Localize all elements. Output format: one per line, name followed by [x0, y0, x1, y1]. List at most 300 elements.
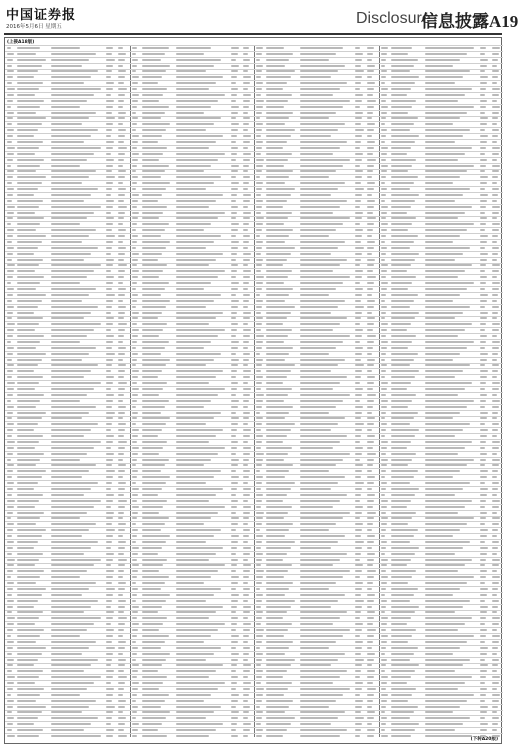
table-cell	[266, 370, 291, 372]
table-cell	[355, 670, 361, 672]
table-cell	[142, 588, 161, 590]
table-cell	[243, 470, 251, 472]
table-cell	[231, 706, 237, 708]
table-cell	[381, 253, 387, 255]
table-cell	[118, 129, 126, 131]
table-cell	[391, 653, 414, 655]
table-cell	[243, 176, 251, 178]
table-cell	[381, 459, 389, 461]
table-cell	[132, 270, 140, 272]
table-cell	[492, 176, 498, 178]
table-cell	[391, 417, 414, 419]
table-cell	[243, 535, 250, 537]
table-cell	[381, 711, 385, 713]
table-cell	[132, 417, 138, 419]
table-cell	[142, 270, 164, 272]
table-cell	[266, 500, 283, 502]
table-cell	[425, 212, 465, 214]
table-cell	[17, 723, 34, 725]
table-cell	[367, 500, 374, 502]
table-cell	[7, 512, 13, 514]
table-cell	[300, 706, 329, 708]
table-cell	[176, 588, 221, 590]
table-row	[5, 733, 503, 734]
table-cell	[391, 412, 418, 414]
table-row	[5, 416, 503, 417]
table-cell	[17, 588, 46, 590]
table-cell	[355, 447, 363, 449]
table-cell	[391, 288, 409, 290]
table-cell	[492, 429, 499, 431]
table-cell	[132, 576, 138, 578]
table-cell	[367, 206, 374, 208]
table-cell	[492, 317, 497, 319]
table-row	[5, 339, 503, 340]
table-cell	[256, 735, 262, 737]
table-cell	[17, 717, 38, 719]
table-cell	[256, 476, 263, 478]
table-cell	[243, 247, 248, 249]
table-cell	[425, 706, 461, 708]
table-cell	[300, 353, 329, 355]
table-cell	[391, 141, 416, 143]
table-cell	[106, 82, 114, 84]
table-row	[5, 421, 503, 422]
table-cell	[7, 288, 14, 290]
table-cell	[132, 223, 138, 225]
table-cell	[492, 694, 501, 696]
table-cell	[492, 123, 497, 125]
table-cell	[132, 641, 136, 643]
table-cell	[243, 553, 250, 555]
table-cell	[17, 335, 44, 337]
table-cell	[17, 347, 36, 349]
table-cell	[176, 229, 205, 231]
table-cell	[7, 312, 13, 314]
table-cell	[425, 129, 470, 131]
table-cell	[381, 76, 387, 78]
table-cell	[381, 182, 385, 184]
table-cell	[243, 317, 250, 319]
table-cell	[106, 94, 111, 96]
table-cell	[492, 600, 500, 602]
table-cell	[17, 476, 42, 478]
table-cell	[7, 617, 15, 619]
table-cell	[480, 447, 485, 449]
table-cell	[243, 165, 249, 167]
table-cell	[51, 382, 101, 384]
table-cell	[266, 200, 287, 202]
table-cell	[480, 641, 485, 643]
table-cell	[118, 82, 124, 84]
table-cell	[7, 241, 12, 243]
table-cell	[256, 400, 263, 402]
table-cell	[231, 729, 236, 731]
table-cell	[381, 341, 389, 343]
table-cell	[51, 523, 96, 525]
table-cell	[480, 535, 487, 537]
table-cell	[425, 611, 456, 613]
table-cell	[142, 711, 171, 713]
table-cell	[266, 353, 289, 355]
table-cell	[243, 694, 249, 696]
table-cell	[132, 676, 137, 678]
table-cell	[300, 547, 331, 549]
table-cell	[300, 688, 350, 690]
table-cell	[256, 435, 263, 437]
table-cell	[118, 170, 126, 172]
table-cell	[381, 400, 389, 402]
table-cell	[106, 564, 111, 566]
table-cell	[381, 417, 385, 419]
table-cell	[118, 241, 123, 243]
table-cell	[231, 517, 239, 519]
table-row	[5, 380, 503, 381]
table-cell	[51, 70, 98, 72]
table-cell	[391, 506, 408, 508]
table-cell	[480, 582, 485, 584]
table-cell	[176, 582, 205, 584]
table-cell	[51, 700, 96, 702]
table-cell	[118, 482, 126, 484]
table-row	[5, 404, 503, 405]
table-cell	[7, 306, 14, 308]
table-cell	[51, 482, 98, 484]
table-cell	[391, 129, 410, 131]
table-cell	[300, 476, 345, 478]
table-cell	[132, 112, 136, 114]
table-cell	[300, 282, 343, 284]
table-cell	[176, 482, 207, 484]
table-cell	[176, 470, 221, 472]
table-cell	[425, 435, 456, 437]
table-cell	[106, 606, 111, 608]
table-cell	[256, 506, 261, 508]
table-row	[5, 504, 503, 505]
table-cell	[355, 276, 362, 278]
table-cell	[132, 264, 137, 266]
table-cell	[381, 512, 386, 514]
table-cell	[266, 170, 293, 172]
table-cell	[51, 670, 84, 672]
table-cell	[243, 70, 248, 72]
table-cell	[367, 135, 372, 137]
table-cell	[51, 323, 101, 325]
table-cell	[231, 659, 238, 661]
table-cell	[391, 464, 409, 466]
table-cell	[480, 312, 489, 314]
table-row	[5, 592, 503, 593]
table-cell	[381, 53, 388, 55]
table-cell	[17, 270, 35, 272]
table-cell	[425, 447, 465, 449]
table-cell	[118, 276, 124, 278]
table-cell	[243, 435, 250, 437]
table-cell	[391, 606, 420, 608]
table-cell	[7, 447, 14, 449]
table-cell	[355, 729, 361, 731]
table-cell	[480, 611, 487, 613]
table-cell	[256, 559, 262, 561]
table-cell	[492, 217, 498, 219]
table-cell	[231, 217, 236, 219]
table-cell	[118, 223, 123, 225]
table-cell	[425, 476, 454, 478]
table-cell	[7, 206, 15, 208]
table-cell	[256, 494, 263, 496]
table-cell	[367, 106, 374, 108]
table-cell	[381, 370, 387, 372]
table-cell	[176, 82, 216, 84]
table-cell	[381, 670, 386, 672]
table-cell	[381, 500, 388, 502]
table-cell	[391, 576, 413, 578]
table-cell	[142, 653, 171, 655]
table-row	[5, 457, 503, 458]
table-cell	[367, 664, 372, 666]
table-cell	[367, 241, 375, 243]
table-cell	[231, 276, 236, 278]
table-cell	[425, 735, 472, 737]
table-cell	[492, 165, 501, 167]
table-cell	[51, 241, 82, 243]
table-cell	[381, 364, 388, 366]
table-cell	[425, 576, 475, 578]
table-cell	[243, 723, 251, 725]
table-cell	[51, 653, 82, 655]
table-cell	[7, 317, 12, 319]
table-cell	[300, 729, 347, 731]
table-row	[5, 310, 503, 311]
table-cell	[231, 347, 238, 349]
table-cell	[17, 294, 46, 296]
table-cell	[132, 147, 137, 149]
table-cell	[17, 629, 44, 631]
table-cell	[17, 459, 40, 461]
table-row	[5, 663, 503, 664]
table-cell	[256, 76, 261, 78]
table-cell	[132, 153, 140, 155]
table-cell	[7, 47, 11, 49]
table-cell	[243, 335, 250, 337]
table-cell	[231, 188, 238, 190]
table-cell	[391, 688, 417, 690]
table-cell	[425, 412, 461, 414]
table-cell	[231, 323, 239, 325]
table-cell	[425, 229, 468, 231]
table-cell	[480, 482, 486, 484]
table-cell	[300, 682, 333, 684]
table-cell	[266, 482, 295, 484]
table-cell	[300, 294, 329, 296]
table-cell	[176, 611, 216, 613]
table-cell	[492, 76, 499, 78]
table-cell	[367, 217, 376, 219]
table-cell	[142, 688, 160, 690]
table-cell	[176, 276, 219, 278]
table-cell	[425, 506, 465, 508]
table-cell	[300, 735, 340, 737]
table-cell	[355, 559, 360, 561]
table-cell	[256, 364, 262, 366]
table-cell	[256, 159, 264, 161]
table-cell	[176, 700, 205, 702]
table-cell	[51, 694, 80, 696]
table-cell	[7, 176, 13, 178]
table-cell	[266, 223, 284, 225]
table-cell	[355, 182, 361, 184]
table-cell	[142, 600, 167, 602]
table-cell	[391, 100, 417, 102]
table-cell	[256, 700, 262, 702]
table-cell	[425, 629, 458, 631]
table-cell	[266, 676, 283, 678]
table-row	[5, 598, 503, 599]
table-cell	[231, 229, 238, 231]
table-cell	[425, 253, 463, 255]
table-cell	[256, 529, 260, 531]
table-cell	[367, 117, 372, 119]
table-cell	[7, 676, 15, 678]
table-cell	[142, 729, 159, 731]
table-cell	[176, 641, 205, 643]
table-cell	[300, 588, 329, 590]
table-cell	[132, 376, 138, 378]
table-cell	[132, 688, 139, 690]
table-cell	[381, 494, 386, 496]
table-cell	[355, 594, 361, 596]
table-cell	[106, 288, 112, 290]
table-cell	[391, 682, 408, 684]
table-cell	[51, 47, 80, 49]
table-cell	[17, 241, 42, 243]
table-cell	[492, 300, 497, 302]
table-cell	[7, 106, 11, 108]
table-cell	[132, 629, 139, 631]
table-cell	[256, 388, 261, 390]
table-cell	[51, 606, 91, 608]
table-cell	[231, 559, 239, 561]
table-cell	[17, 235, 46, 237]
table-cell	[231, 629, 236, 631]
table-cell	[51, 153, 94, 155]
table-row	[5, 274, 503, 275]
table-cell	[381, 517, 389, 519]
table-cell	[480, 423, 486, 425]
table-cell	[266, 153, 292, 155]
table-cell	[480, 159, 488, 161]
table-cell	[17, 141, 43, 143]
table-cell	[480, 506, 485, 508]
table-cell	[243, 441, 249, 443]
table-cell	[17, 182, 42, 184]
table-cell	[425, 559, 472, 561]
table-cell	[176, 382, 209, 384]
table-cell	[132, 617, 137, 619]
table-cell	[355, 370, 362, 372]
table-cell	[391, 500, 412, 502]
table-cell	[17, 135, 34, 137]
table-cell	[355, 364, 364, 366]
table-cell	[367, 70, 374, 72]
table-cell	[391, 300, 414, 302]
table-cell	[256, 470, 260, 472]
table-cell	[243, 264, 249, 266]
table-cell	[142, 400, 169, 402]
table-cell	[300, 70, 338, 72]
table-cell	[391, 388, 408, 390]
table-cell	[256, 676, 262, 678]
table-cell	[231, 406, 238, 408]
table-cell	[256, 617, 262, 619]
table-cell	[132, 200, 138, 202]
table-cell	[132, 694, 138, 696]
table-row	[5, 386, 503, 387]
table-cell	[391, 629, 417, 631]
table-cell	[17, 159, 44, 161]
table-cell	[132, 670, 138, 672]
table-cell	[381, 629, 386, 631]
table-cell	[381, 576, 389, 578]
table-cell	[300, 653, 345, 655]
table-cell	[118, 594, 123, 596]
table-cell	[17, 300, 42, 302]
table-cell	[391, 512, 417, 514]
table-cell	[7, 129, 14, 131]
table-cell	[176, 441, 209, 443]
table-cell	[391, 76, 420, 78]
table-cell	[480, 235, 488, 237]
table-cell	[391, 723, 420, 725]
table-cell	[51, 423, 98, 425]
table-cell	[300, 394, 350, 396]
table-cell	[355, 412, 362, 414]
table-cell	[355, 106, 360, 108]
table-cell	[106, 300, 113, 302]
table-cell	[266, 235, 289, 237]
table-cell	[367, 264, 374, 266]
table-cell	[367, 694, 374, 696]
table-cell	[367, 429, 372, 431]
table-cell	[243, 282, 249, 284]
table-cell	[256, 670, 263, 672]
table-cell	[106, 47, 113, 49]
table-cell	[231, 476, 240, 478]
table-cell	[300, 165, 343, 167]
table-cell	[266, 453, 288, 455]
table-cell	[381, 676, 388, 678]
table-cell	[480, 253, 489, 255]
table-cell	[266, 241, 285, 243]
table-cell	[142, 535, 171, 537]
table-cell	[381, 723, 387, 725]
table-cell	[17, 388, 35, 390]
table-cell	[367, 711, 375, 713]
table-cell	[492, 388, 499, 390]
table-cell	[266, 423, 295, 425]
table-cell	[391, 700, 409, 702]
table-cell	[391, 441, 412, 443]
table-cell	[300, 423, 338, 425]
table-cell	[132, 429, 139, 431]
table-cell	[256, 447, 261, 449]
table-cell	[51, 294, 89, 296]
table-cell	[106, 635, 113, 637]
table-cell	[492, 717, 500, 719]
table-cell	[355, 353, 362, 355]
table-cell	[176, 676, 209, 678]
table-cell	[367, 159, 376, 161]
